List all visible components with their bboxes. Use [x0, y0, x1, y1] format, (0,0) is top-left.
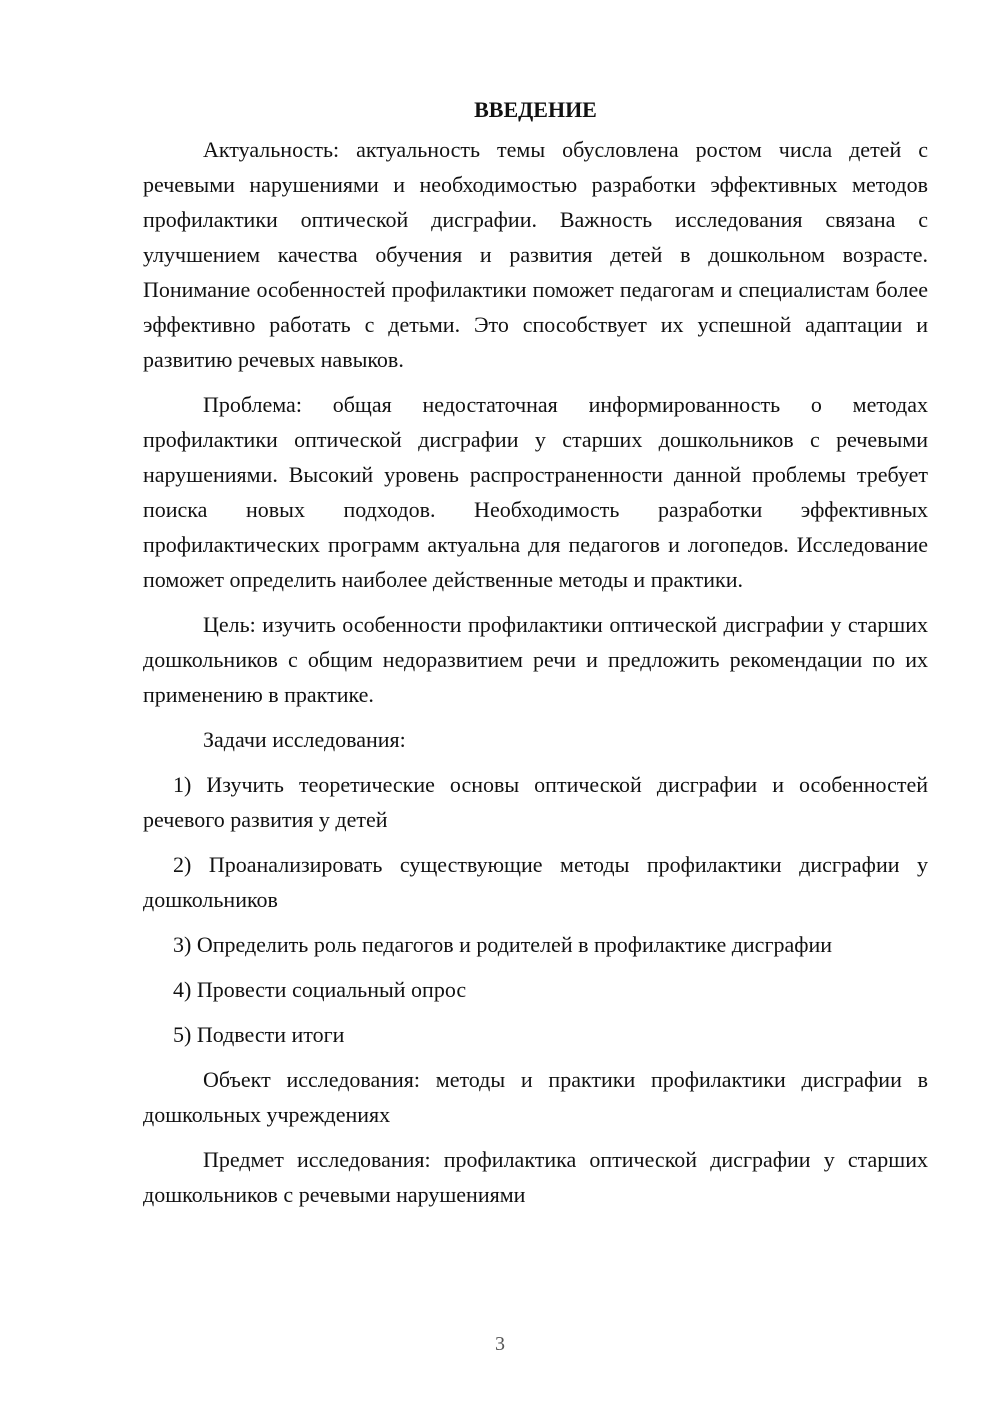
paragraph-relevance: Актуальность: актуальность темы обусловлена ростом числа детей с речевыми нарушениями и необходимостью разработки эффективных методов профилактики оптической дисграфии. Важность исследования связана с улучшением качества обучения и развития детей в дошкольном возрасте. Понимание особенностей профилактики поможет педагогам и специалистам более эффективно работать с детьми. Это способствует их успешной адаптации и развитию речевых навыков.: [143, 137, 928, 372]
page-title: ВВЕДЕНИЕ: [474, 97, 597, 122]
task-item-3: 3) Определить роль педагогов и родителей в профилактике дисграфии: [173, 932, 833, 957]
task-item-4: 4) Провести социальный опрос: [173, 977, 467, 1002]
paragraph-goal: Цель: изучить особенности профилактики оптической дисграфии у старших дошкольников с общим недоразвитием речи и предложить рекомендации по их применению в практике.: [143, 612, 928, 707]
page-number: 3: [495, 1333, 505, 1355]
task-item-1: 1) Изучить теоретические основы оптической дисграфии и особенностей речевого развития у детей: [143, 772, 928, 832]
paragraph-subject: Предмет исследования: профилактика оптической дисграфии у старших дошкольников с речевыми нарушениями: [143, 1147, 928, 1207]
paragraph-object: Объект исследования: методы и практики профилактики дисграфии в дошкольных учреждениях: [143, 1067, 928, 1127]
paragraph-problem: Проблема: общая недостаточная информированность о методах профилактики оптической дисграфии у старших дошкольников с речевыми нарушениями. Высокий уровень распространенности данной проблемы требует поиска новых подходов. Необходимость разработки эффективных профилактических программ актуальна для педагогов и логопедов. Исследование поможет определить наиболее действенные методы и практики.: [143, 392, 928, 592]
tasks-heading: Задачи исследования:: [203, 727, 406, 752]
task-item-2: 2) Проанализировать существующие методы профилактики дисграфии у дошкольников: [143, 852, 928, 912]
page-body: [143, 92, 928, 1222]
task-item-5: 5) Подвести итоги: [173, 1022, 345, 1047]
